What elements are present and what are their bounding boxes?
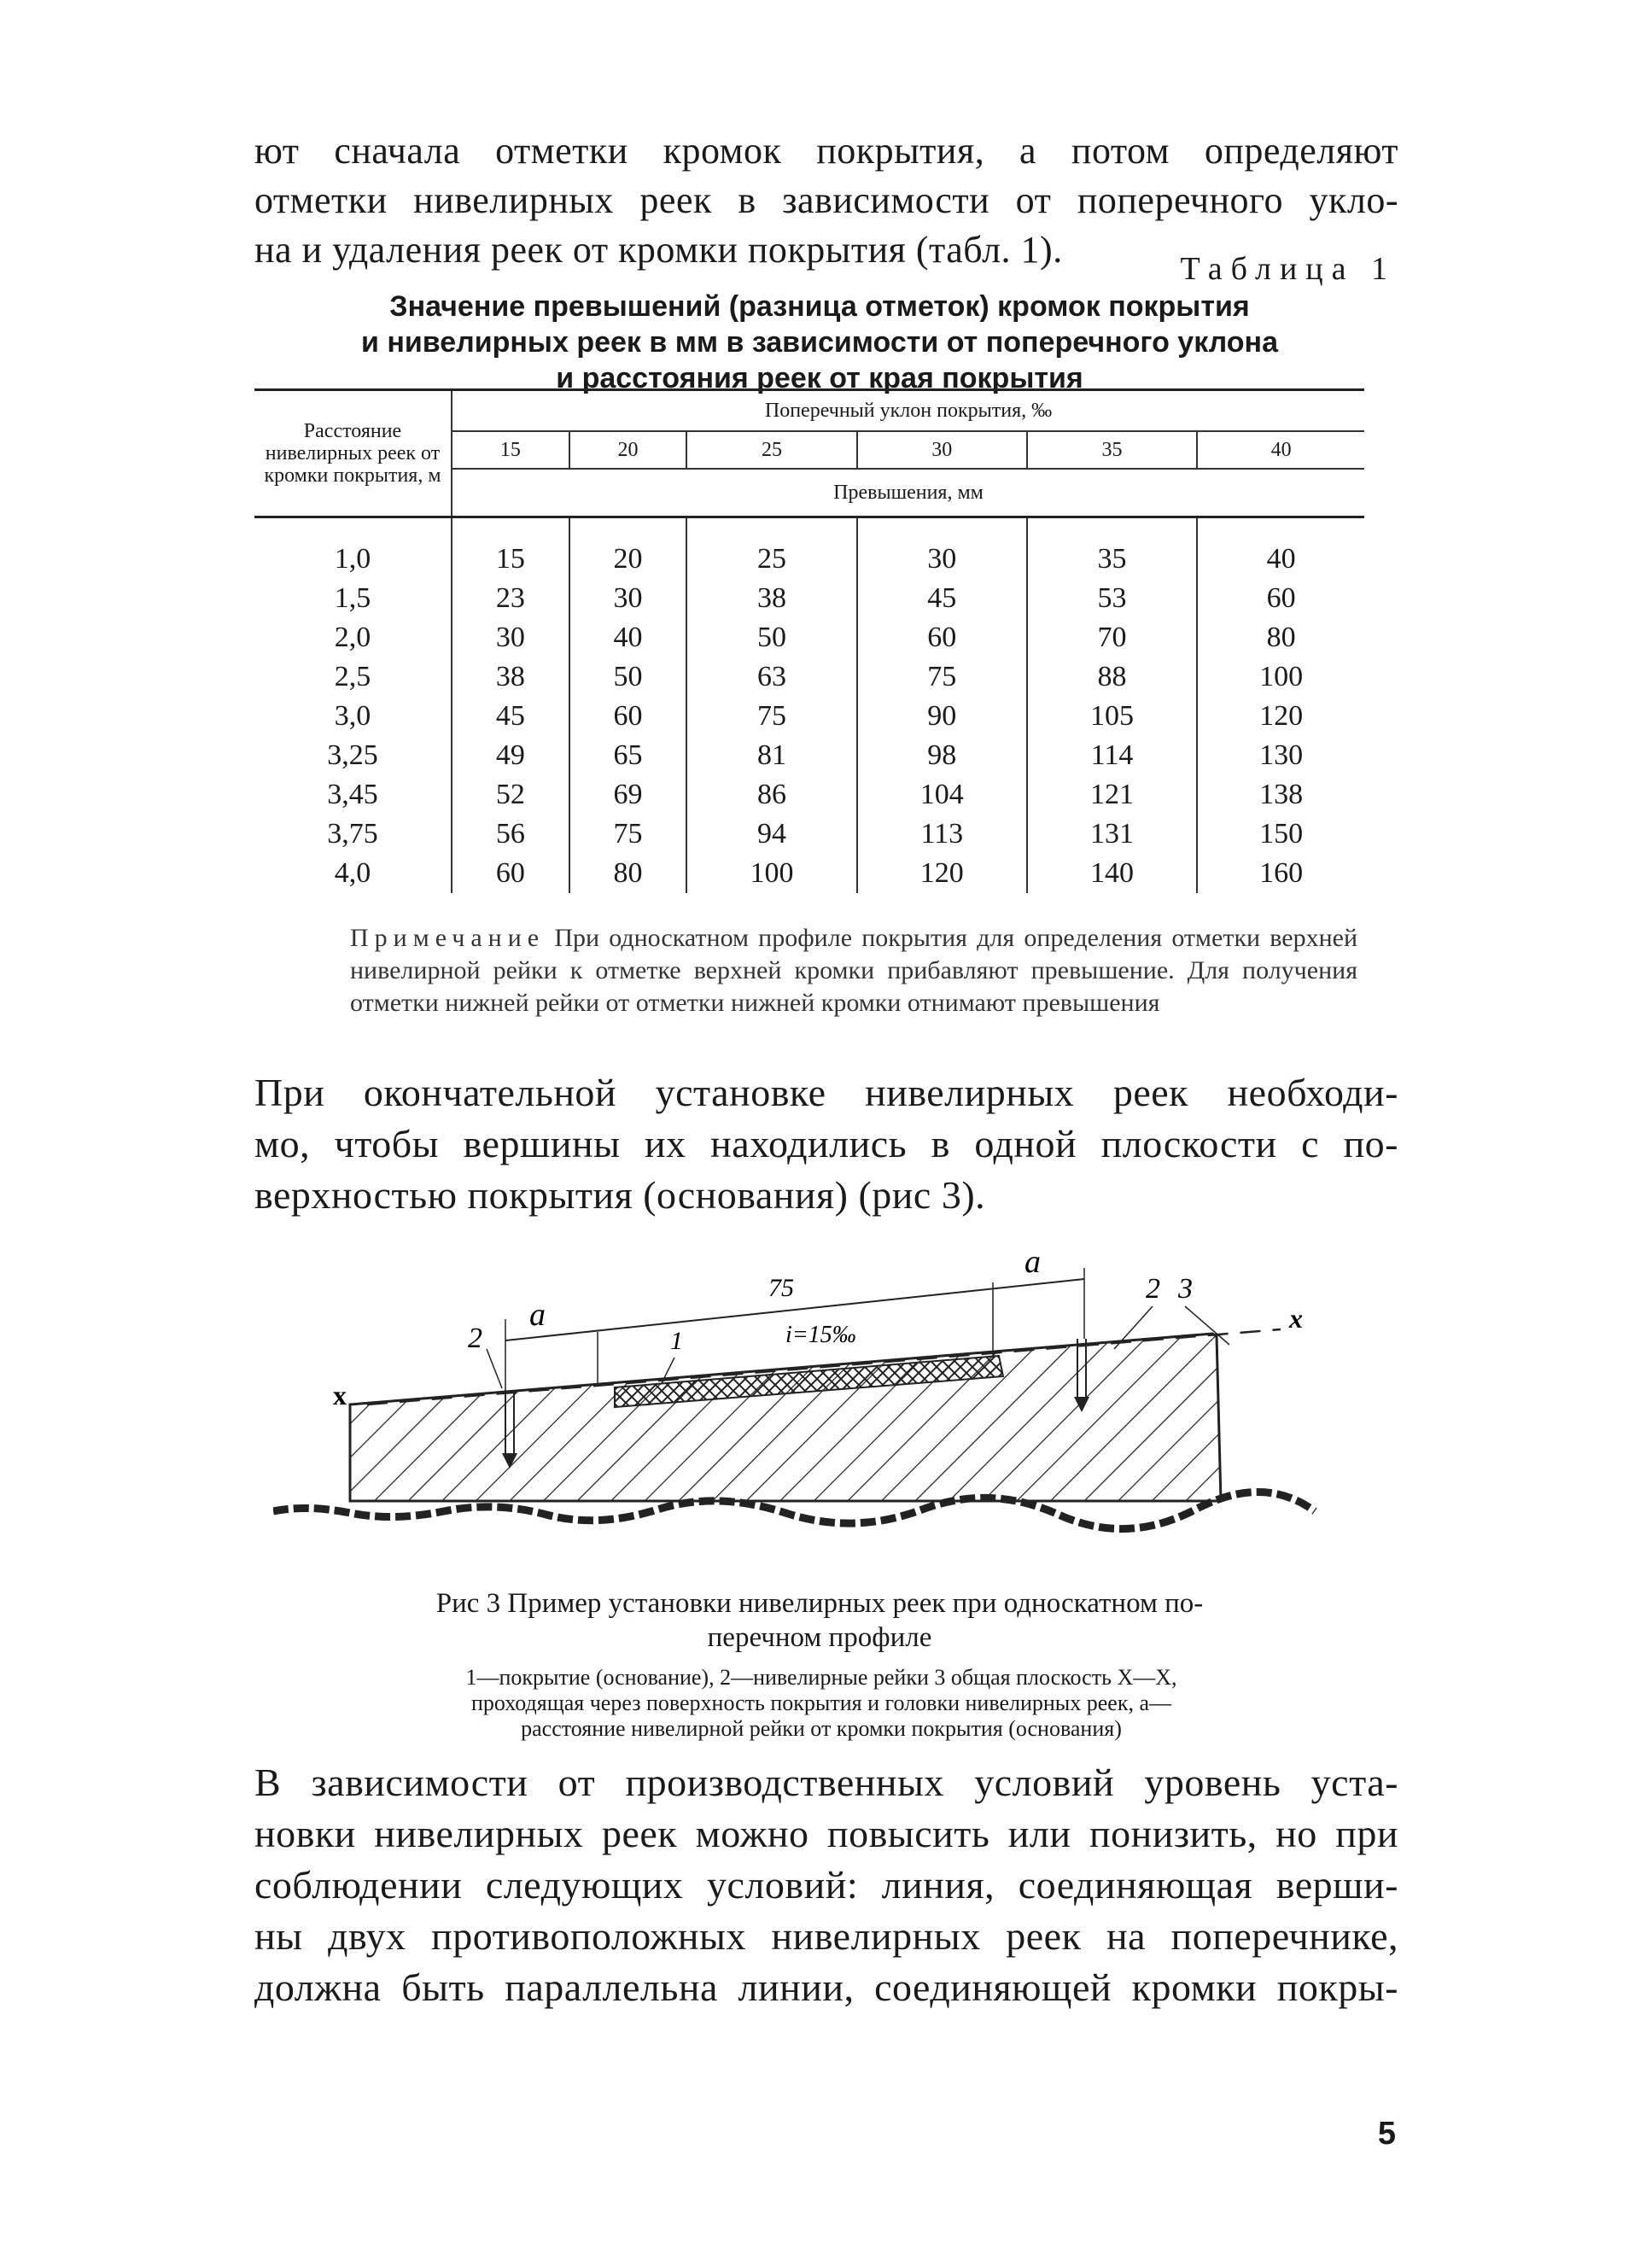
- excess-cell: 45: [452, 697, 569, 736]
- legend-line-1: 1—покрытие (основание), 2—нивелирные рейки 3 общая плоскость X—X,: [465, 1665, 1177, 1690]
- excess-cell: 100: [1259, 661, 1304, 692]
- table-label: Таблица 1: [1180, 251, 1396, 287]
- table-row: [254, 815, 1364, 854]
- distance-cell: 2,5: [254, 657, 452, 697]
- excess-cell: 45: [857, 579, 1027, 618]
- label-x-right: x: [1289, 1303, 1303, 1334]
- slope-value: 40: [1197, 431, 1364, 469]
- excess-cell: 40: [569, 618, 687, 657]
- label-75: 75: [768, 1274, 794, 1302]
- excess-cell: 100: [686, 854, 856, 893]
- excess-cell: 138: [1259, 779, 1304, 810]
- distance-cell: 3,0: [254, 697, 452, 736]
- distance-cell: 1,0: [254, 517, 452, 580]
- slope-value: 15: [452, 431, 569, 469]
- table-row: [254, 775, 1364, 815]
- page-number: 5: [1377, 2116, 1396, 2152]
- p3-line-2: новки нивелирных реек можно повысить или понизить, но при: [254, 1812, 1398, 1855]
- table-row: [254, 736, 1364, 775]
- table-note: [350, 922, 1357, 1019]
- excess-cell: 75: [569, 815, 687, 854]
- base-body: [350, 1334, 1221, 1501]
- excess-cell: 15: [452, 517, 569, 580]
- excess-cell: 130: [1259, 739, 1304, 771]
- p3-line-4: ны двух противоположных нивелирных реек на поперечнике,: [254, 1914, 1398, 1958]
- slope-value: 30: [857, 431, 1027, 469]
- slope-value: 35: [1027, 431, 1197, 469]
- table-row: [254, 517, 1364, 580]
- excess-cell: 60: [569, 697, 687, 736]
- figure-3-diagram: [273, 1229, 1383, 1537]
- excess-cell: 121: [1027, 775, 1197, 815]
- excess-table: [254, 388, 1364, 893]
- table-row: [254, 618, 1364, 657]
- excess-cell: 65: [569, 736, 687, 775]
- label-x-left: x: [333, 1380, 347, 1410]
- excess-cell: 50: [686, 618, 856, 657]
- excess-cell: 140: [1027, 854, 1197, 893]
- table-row: [254, 854, 1364, 893]
- distance-cell: 4,0: [254, 854, 452, 893]
- label-3: 3: [1178, 1273, 1193, 1305]
- excess-cell: 56: [452, 815, 569, 854]
- excess-cell: 70: [1027, 618, 1197, 657]
- label-1: 1: [670, 1327, 683, 1355]
- excess-header: [452, 469, 1364, 517]
- distance-cell: 3,75: [254, 815, 452, 854]
- note-text: При односкатном профиле покрытия для определения отметки верхней нивелирной рейки к отметке верхней кромки прибавляют превышение. Для получения отметки нижней рейки от отметки нижней кромки отнимают превышения: [350, 924, 1358, 1017]
- excess-cell: 86: [686, 775, 856, 815]
- paragraph-3: [254, 1757, 1398, 2013]
- table-title-line-1: Значение превышений (разница отметок) кромок покрытия: [389, 290, 1250, 323]
- slope-value: 20: [569, 431, 687, 469]
- excess-cell: 120: [857, 854, 1027, 893]
- excess-cell: 150: [1259, 818, 1304, 850]
- excess-cell: 30: [569, 579, 687, 618]
- paragraph-2: [254, 1067, 1398, 1221]
- distance-cell: 3,45: [254, 775, 452, 815]
- excess-cell: 35: [1027, 517, 1197, 580]
- p2-line-2: мо, чтобы вершины их находились в одной плоскости с по-: [254, 1122, 1398, 1165]
- table-row: [254, 657, 1364, 697]
- figure-caption: [316, 1586, 1323, 1655]
- intro-line-1: ют сначала отметки кромок покрытия, а потом определяют: [254, 130, 1398, 172]
- excess-cell: 25: [686, 517, 856, 580]
- excess-cell: 160: [1259, 857, 1304, 889]
- excess-cell: 23: [452, 579, 569, 618]
- corner-header: Расстояние нивелирных реек от кромки покрытия, м: [254, 390, 452, 517]
- table-title-line-2: и нивелирных реек в мм в зависимости от поперечного уклона: [360, 326, 1279, 359]
- excess-cell: 60: [857, 618, 1027, 657]
- excess-cell: 20: [569, 517, 687, 580]
- excess-cell: 104: [857, 775, 1027, 815]
- intro-line-3: на и удаления реек от кромки покрытия (табл. 1).: [254, 229, 1063, 271]
- excess-cell: 49: [452, 736, 569, 775]
- excess-cell: 40: [1266, 543, 1296, 575]
- excess-cell: 80: [1266, 622, 1296, 653]
- p3-line-5: должна быть параллельна линии, соединяющей кромки покры-: [254, 1965, 1398, 2009]
- slope-value: 25: [686, 431, 856, 469]
- excess-cell: 53: [1027, 579, 1197, 618]
- excess-cell: 120: [1259, 700, 1304, 732]
- excess-cell: 38: [686, 579, 856, 618]
- excess-cell: 105: [1027, 697, 1197, 736]
- distance-cell: 2,0: [254, 618, 452, 657]
- p2-line-3: верхностью покрытия (основания) (рис 3).: [254, 1173, 986, 1217]
- excess-cell: 114: [1027, 736, 1197, 775]
- excess-cell: 30: [452, 618, 569, 657]
- p3-line-3: соблюдении следующих условий: линия, соединяющая верши-: [254, 1863, 1398, 1907]
- note-label: Примечание: [350, 924, 546, 952]
- p3-line-1: В зависимости от производственных условий уровень уста-: [254, 1761, 1398, 1804]
- excess-cell: 98: [857, 736, 1027, 775]
- label-slope: i=15‰: [785, 1322, 856, 1348]
- excess-cell: 60: [1266, 582, 1296, 614]
- legend-line-2: проходящая через поверхность покрытия и головки нивелирных реек, a—: [470, 1691, 1172, 1715]
- excess-cell: 63: [686, 657, 856, 697]
- label-a-right: a: [1024, 1244, 1041, 1280]
- excess-cell: 113: [857, 815, 1027, 854]
- excess-cell: 75: [686, 697, 856, 736]
- excess-cell: 69: [569, 775, 687, 815]
- table-body: [254, 517, 1364, 894]
- excess-cell: 131: [1027, 815, 1197, 854]
- table-title-line-3: и расстояния реек от края покрытия: [556, 362, 1083, 394]
- label-2-left: 2: [468, 1323, 482, 1354]
- excess-cell: 38: [452, 657, 569, 697]
- excess-cell: 30: [857, 517, 1027, 580]
- excess-cell: 75: [857, 657, 1027, 697]
- distance-cell: 3,25: [254, 736, 452, 775]
- excess-cell: 52: [452, 775, 569, 815]
- distance-cell: 1,5: [254, 579, 452, 618]
- excess-cell: 90: [857, 697, 1027, 736]
- legend-line-3: расстояние нивелирной рейки от кромки покрытия (основания): [521, 1716, 1122, 1741]
- table-title: [290, 289, 1349, 396]
- slope-header: Поперечный уклон покрытия, ‰: [452, 390, 1364, 432]
- excess-cell: 60: [452, 854, 569, 893]
- caption-line-2: перечном профиле: [707, 1622, 932, 1653]
- excess-cell: 80: [569, 854, 687, 893]
- label-2-right: 2: [1146, 1273, 1160, 1305]
- table-row: [254, 579, 1364, 618]
- figure-legend: [318, 1665, 1325, 1742]
- excess-cell: 50: [569, 657, 687, 697]
- excess-header-text: Превышения, мм: [833, 482, 984, 504]
- table-row: [254, 697, 1364, 736]
- excess-cell: 88: [1027, 657, 1197, 697]
- label-a-left: a: [529, 1297, 546, 1333]
- caption-line-1: Рис 3 Пример установки нивелирных реек при односкатном по-: [435, 1588, 1204, 1619]
- excess-cell: 94: [686, 815, 856, 854]
- intro-line-2: отметки нивелирных реек в зависимости от поперечного укло-: [254, 179, 1398, 221]
- excess-cell: 81: [686, 736, 856, 775]
- p2-line-1: При окончательной установке нивелирных реек необходи-: [254, 1071, 1398, 1114]
